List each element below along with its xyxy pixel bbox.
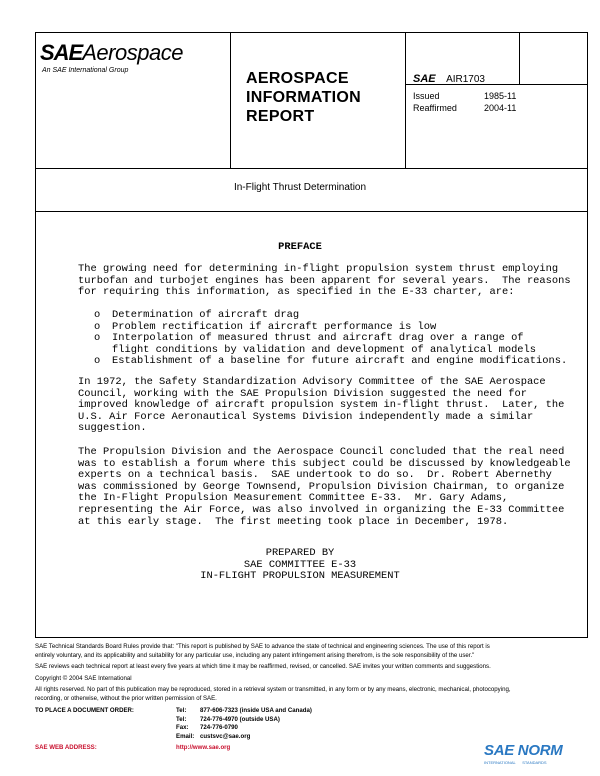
contact-label: Tel: bbox=[176, 715, 187, 723]
requirements-list bbox=[94, 310, 567, 368]
prepared-line: IN-FLIGHT PROPULSION MEASUREMENT bbox=[200, 570, 400, 583]
footer-rules bbox=[35, 643, 511, 703]
footer-line: entirely voluntary, and its applicability and suitability for any particular use, including any patent infringement arising therefrom, is the sole responsibility of the user." bbox=[35, 651, 475, 659]
document-title: In-Flight Thrust Determination bbox=[233, 182, 367, 193]
contact-label: Tel: bbox=[176, 707, 187, 714]
doc-number-block bbox=[413, 69, 485, 87]
preface-paragraph-3: The Propulsion Division and the Aerospace Council concluded that the real need was to establish a forum where this subject could be discussed by knowledgeable experts on a technical basis. SAE undertook to do so. Dr. Robert Abernethy was commissioned by George Townsend, Propulsion Division Chairman, to organize the In-Flight Propulsion Measurement Committee E-33. Mr. Gary Adams, representing the Air Force, was also involved in organizing the E-33 Committee at this early stage. The first meeting took place in December, 1978. bbox=[78, 446, 571, 528]
issued-label: Issued bbox=[413, 91, 440, 101]
preface-intro: The growing need for determining in-flight propulsion system thrust employing turbofan and turbojet engines has been apparent for several years. The reasons for requiring this information, as specified in the E-33 charter, are: bbox=[78, 263, 571, 299]
contact-row bbox=[176, 724, 312, 733]
bullet-marker: o bbox=[94, 355, 101, 368]
header-line-3 bbox=[35, 211, 588, 212]
norm-logo-text: SAE NORM bbox=[484, 742, 563, 759]
sae-aerospace-logo bbox=[40, 40, 183, 66]
issued-value: 1985-11 bbox=[484, 91, 517, 101]
reaffirmed-label: Reaffirmed bbox=[413, 103, 457, 113]
logo-aerospace: Aerospace bbox=[82, 40, 183, 65]
list-item-text: Problem rectification if aircraft performance is low bbox=[112, 320, 437, 333]
footer-line: SAE reviews each technical report at least every five years at which time it may be reaffirmed, revised, or cancelled. SAE invites your written comments and suggestions. bbox=[35, 663, 491, 670]
reaffirmed-value: 2004-11 bbox=[484, 103, 517, 113]
doc-type-line: REPORT bbox=[246, 108, 315, 125]
bullet-marker: o bbox=[94, 309, 101, 321]
contact-value[interactable]: 877-606-7323 (inside USA and Canada) bbox=[200, 707, 312, 714]
doc-type-line: AEROSPACE bbox=[246, 70, 349, 87]
contact-row bbox=[176, 716, 312, 725]
header-divider-2 bbox=[405, 32, 406, 168]
contact-value[interactable]: custsvc@sae.org bbox=[200, 732, 251, 740]
document-type bbox=[246, 69, 361, 126]
doc-sae-logo: SAE bbox=[413, 73, 436, 85]
norm-logo-sub: INTERNATIONAL STANDARDS bbox=[484, 760, 547, 765]
prepared-line: PREPARED BY bbox=[265, 547, 335, 559]
preface-heading: PREFACE bbox=[278, 241, 322, 253]
header-divider-3 bbox=[519, 32, 520, 84]
contact-value[interactable]: 724-776-0790 bbox=[200, 724, 238, 731]
list-item bbox=[94, 356, 567, 368]
contact-list bbox=[176, 707, 312, 741]
footer-line: recording, or otherwise, without the prior written permission of SAE. bbox=[35, 694, 217, 702]
contact-value[interactable]: 724-776-4970 (outside USA) bbox=[200, 715, 280, 723]
contact-label: Fax: bbox=[176, 724, 189, 731]
doc-type-line: INFORMATION bbox=[246, 89, 361, 106]
preface-paragraph-2: In 1972, the Safety Standardization Advisory Committee of the SAE Aerospace Council, working with the SAE Propulsion Division suggested the need for improved knowledge of aircraft propulsion system in-flight thrust. Later, the U.S. Air Force Aeronautical Systems Division independently made a similar suggestion. bbox=[78, 376, 565, 435]
contact-label: Email: bbox=[176, 732, 195, 740]
list-item-text: Interpolation of measured thrust and aircraft drag over a range of flight conditions by validation and development of analytical models bbox=[112, 332, 537, 356]
contact-row bbox=[176, 733, 312, 742]
list-item-text: Establishment of a baseline for future aircraft and engine modifications. bbox=[112, 355, 568, 368]
footer-line: All rights reserved. No part of this publication may be reproduced, stored in a retrieval system or transmitted, in any form or by any means, electronic, mechanical, photocopying, bbox=[35, 686, 511, 693]
footer-line: SAE Technical Standards Board Rules provide that: "This report is published by SAE to advance the state of technical and engineering sciences. The use of this report is bbox=[35, 643, 490, 650]
logo-tagline: An SAE International Group bbox=[42, 67, 129, 74]
header-line-2 bbox=[35, 168, 588, 169]
footer-copyright: Copyright © 2004 SAE International bbox=[35, 674, 132, 682]
order-label: TO PLACE A DOCUMENT ORDER: bbox=[35, 707, 134, 714]
bullet-marker: o bbox=[94, 332, 101, 345]
list-item-text: Determination of aircraft drag bbox=[112, 309, 300, 321]
logo-sae: SAE bbox=[40, 40, 83, 65]
header-divider-1 bbox=[230, 32, 231, 168]
prepared-line: SAE COMMITTEE E-33 bbox=[243, 558, 357, 571]
prepared-by-block bbox=[0, 548, 600, 583]
web-label: SAE WEB ADDRESS: bbox=[35, 744, 97, 751]
doc-number: AIR1703 bbox=[446, 74, 485, 85]
bullet-marker: o bbox=[94, 320, 101, 333]
list-item bbox=[94, 333, 567, 356]
web-link[interactable]: http://www.sae.org bbox=[176, 744, 231, 751]
list-item bbox=[94, 310, 567, 322]
sae-norm-logo bbox=[484, 742, 596, 765]
contact-row bbox=[176, 707, 312, 716]
